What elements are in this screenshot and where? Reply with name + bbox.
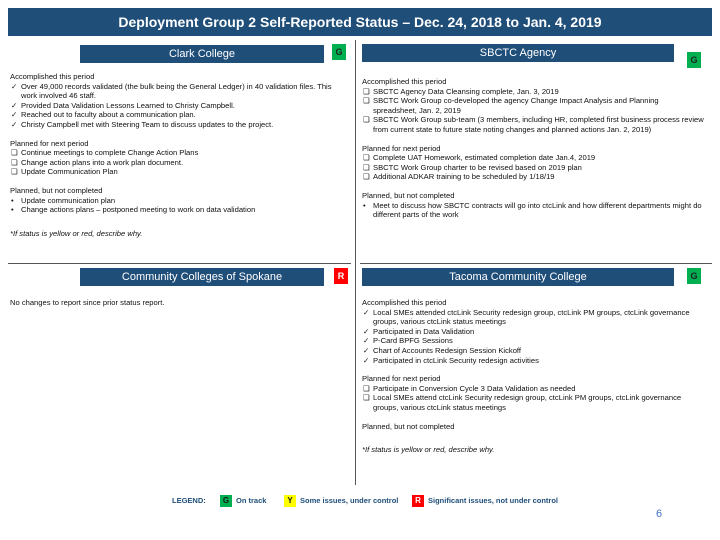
list-item: [362, 172, 704, 182]
clark-section-list: [10, 196, 348, 215]
list-item: [362, 327, 704, 337]
list-item: [362, 356, 704, 366]
legend-green-text: On track: [236, 496, 267, 505]
clark-section-heading: Planned, but not completed: [10, 185, 103, 195]
horizontal-divider-left: [8, 263, 351, 264]
bullet-icon: ❏: [11, 167, 18, 177]
spokane-status-badge: R: [334, 268, 348, 284]
tacoma-section: [362, 374, 704, 412]
spokane-text: No changes to report since prior status report.: [10, 298, 165, 307]
vertical-divider: [355, 40, 356, 485]
list-item-text: Additional ADKAR training to be scheduled by 1/18/19: [373, 172, 555, 182]
list-item: [10, 82, 348, 101]
list-item: [362, 96, 704, 115]
list-item-text: Local SMEs attend ctcLink Security redesign group, ctcLink PM groups, ctcLink governance groups, various ctcLink status meetings: [373, 393, 682, 412]
list-item: [362, 87, 704, 97]
list-item-text: Meet to discuss how SBCTC contracts will go into ctcLink and how different departments might do different parts of the work: [373, 200, 702, 220]
tacoma-section-list: [362, 384, 704, 413]
bullet-icon: ❏: [363, 96, 370, 106]
bullet-icon: ✓: [363, 345, 370, 355]
bullet-icon: ❏: [363, 86, 370, 96]
list-item: [362, 201, 704, 220]
list-item: [362, 153, 704, 163]
bullet-icon: ❏: [11, 157, 18, 167]
sbctc-section-heading: Accomplished this period: [362, 77, 447, 86]
clark-section-list: [10, 148, 348, 177]
bullet-icon: ❏: [363, 153, 370, 163]
list-item: [362, 163, 704, 173]
list-item-text: Provided Data Validation Lessons Learned to Christy Campbell.: [21, 100, 235, 110]
tacoma-section-heading: Planned, but not completed: [362, 421, 455, 431]
legend-red-text: Significant issues, not under control: [428, 496, 559, 505]
list-item-text: Christy Campbell met with Steering Team to discuss updates to the project.: [21, 119, 274, 129]
list-item-text: Participate in Conversion Cycle 3 Data Validation as needed: [373, 383, 576, 393]
sbctc-section-heading: Planned for next period: [362, 143, 441, 153]
list-item: [362, 384, 704, 394]
sbctc-panel: [362, 77, 704, 220]
list-item-text: Participated in ctcLink Security redesign activities: [373, 355, 539, 365]
list-item: [10, 167, 348, 177]
horizontal-divider-right: [360, 263, 712, 264]
tacoma-header: Tacoma Community College: [362, 268, 674, 286]
bullet-icon: ❏: [363, 115, 370, 125]
sbctc-section-list: [362, 87, 704, 135]
bullet-icon: ❏: [363, 162, 370, 172]
list-item: [10, 148, 348, 158]
sbctc-section-list: [362, 201, 704, 220]
list-item-text: Over 49,000 records validated (the bulk being the General Ledger) in 40 validation files. This work involved 46 staff.: [21, 81, 332, 101]
list-item-text: SBCTC Work Group sub-team (3 members, including HR, completed first business process review from current state to future state noting changes and planned actions Jan. 2, 2019): [373, 115, 704, 134]
list-item-text: Reached out to faculty about a communication plan.: [21, 110, 196, 120]
legend-yellow-text: Some issues, under control: [300, 496, 399, 505]
bullet-icon: ❏: [363, 172, 370, 182]
bullet-icon: ✓: [11, 81, 18, 91]
bullet-icon: •: [11, 195, 14, 205]
spokane-panel: [10, 298, 348, 308]
bullet-icon: ✓: [363, 326, 370, 336]
list-item: [362, 308, 704, 327]
bullet-icon: ✓: [363, 355, 370, 365]
tacoma-section: [362, 298, 704, 365]
sbctc-status-badge: G: [687, 52, 701, 68]
bullet-icon: ❏: [363, 393, 370, 403]
list-item-text: Local SMEs attended ctcLink Security redesign group, ctcLink PM groups, ctcLink governance groups, various ctcLink status meetings: [373, 307, 690, 327]
bullet-icon: ✓: [363, 307, 370, 317]
clark-status-note: *If status is yellow or red, describe why.: [10, 228, 143, 238]
sbctc-section-heading: Planned, but not completed: [362, 190, 455, 200]
list-item-text: Update communication plan: [21, 195, 116, 205]
bullet-icon: ✓: [11, 119, 18, 129]
tacoma-status-note: *If status is yellow or red, describe why.: [362, 445, 495, 455]
tacoma-section: [362, 422, 704, 432]
list-item-text: Change actions plans – postponed meeting to work on data validation: [21, 205, 256, 215]
legend-green-swatch: G: [220, 495, 232, 507]
bullet-icon: ✓: [363, 336, 370, 346]
bullet-icon: ❏: [11, 148, 18, 158]
list-item: [10, 110, 348, 120]
list-item-text: P-Card BPFG Sessions: [373, 336, 453, 346]
clark-section: [10, 72, 348, 130]
list-item-text: SBCTC Work Group charter to be revised based on 2019 plan: [373, 162, 582, 172]
page-number: 6: [656, 508, 663, 520]
bullet-icon: ✓: [11, 110, 18, 120]
list-item: [10, 158, 348, 168]
sbctc-section-list: [362, 153, 704, 182]
sbctc-header: SBCTC Agency: [362, 44, 674, 62]
list-item-text: Complete UAT Homework, estimated completion date Jan.4, 2019: [373, 153, 596, 163]
tacoma-section-heading: Planned for next period: [362, 374, 441, 384]
bullet-icon: •: [11, 205, 14, 215]
legend-label: LEGEND:: [172, 496, 206, 505]
bullet-icon: ❏: [363, 383, 370, 393]
sbctc-section: [362, 77, 704, 135]
clark-panel: [10, 72, 348, 238]
clark-section: [10, 186, 348, 215]
legend-red-swatch: R: [412, 495, 424, 507]
list-item-text: SBCTC Agency Data Cleansing complete, Jan. 3, 2019: [373, 86, 559, 96]
list-item: [10, 120, 348, 130]
bullet-icon: ✓: [11, 100, 18, 110]
list-item: [10, 205, 348, 215]
sbctc-section: [362, 191, 704, 220]
list-item-text: SBCTC Work Group co-developed the agency Change Impact Analysis and Planning spreadsheet, Jan. 2, 2019: [373, 96, 659, 115]
legend-yellow-swatch: Y: [284, 495, 296, 507]
sbctc-section: [362, 144, 704, 182]
spokane-header: Community Colleges of Spokane: [80, 268, 324, 286]
tacoma-panel: [362, 298, 704, 455]
clark-section-heading: Accomplished this period: [10, 72, 95, 81]
clark-section-list: [10, 82, 348, 130]
tacoma-status-badge: G: [687, 268, 701, 284]
list-item: [362, 115, 704, 134]
list-item: [10, 196, 348, 206]
clark-section-heading: Planned for next period: [10, 138, 89, 148]
list-item: [362, 393, 704, 412]
list-item: [362, 346, 704, 356]
bullet-icon: •: [363, 200, 366, 210]
tacoma-section-heading: Accomplished this period: [362, 298, 447, 307]
list-item: [10, 101, 348, 111]
clark-status-badge: G: [332, 44, 346, 60]
clark-header: Clark College: [80, 45, 324, 63]
clark-section: [10, 139, 348, 177]
list-item: [362, 336, 704, 346]
list-item-text: Update Communication Plan: [21, 167, 118, 177]
tacoma-section-list: [362, 308, 704, 366]
list-item-text: Participated in Data Validation: [373, 326, 475, 336]
page-title: Deployment Group 2 Self-Reported Status – Dec. 24, 2018 to Jan. 4, 2019: [8, 8, 712, 36]
list-item-text: Chart of Accounts Redesign Session Kickoff: [373, 345, 522, 355]
list-item-text: Change action plans into a work plan document.: [21, 157, 184, 167]
list-item-text: Continue meetings to complete Change Action Plans: [21, 148, 199, 158]
